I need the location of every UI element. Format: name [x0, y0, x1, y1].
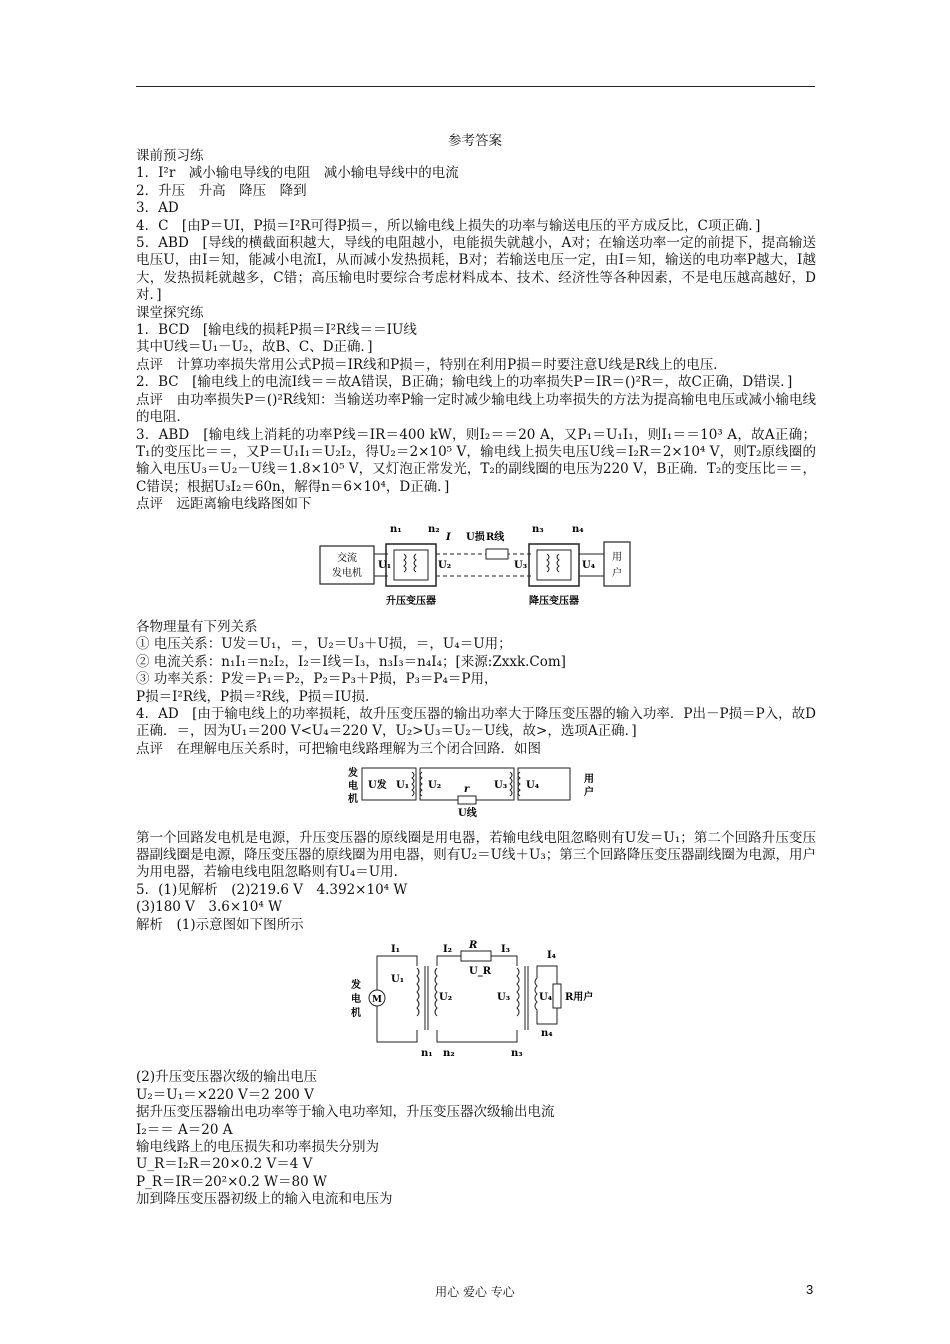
label-u3: U₃ — [514, 559, 528, 571]
fig2-u2: U₂ — [428, 780, 442, 792]
three-loop-diagram — [346, 762, 606, 820]
text-line: 3．AD — [136, 200, 179, 217]
header-rule — [136, 86, 815, 87]
text-line: 加到降压变压器初级上的输入电流和电压为 — [136, 1191, 393, 1208]
fig3-u2: U₂ — [439, 992, 453, 1004]
page-footer: 用心 爱心 专心 — [435, 1285, 515, 1299]
figure-circuit-diagram — [136, 938, 816, 1065]
text-line: 课堂探究练 — [136, 304, 204, 321]
text-block-1 — [136, 148, 816, 514]
text-line: 据升压变压器输出电功率等于输入电功率知，升压变压器次级输出电流 — [136, 1104, 555, 1121]
fig2-r: r — [464, 784, 470, 796]
gen-char-1: 发 — [348, 768, 358, 780]
fig3-r: R — [469, 940, 478, 952]
label-n4: n₄ — [572, 523, 584, 535]
generator-label-2: 发电机 — [332, 567, 362, 579]
text-line: 解析 (1)示意图如下图所示 — [136, 916, 304, 933]
text-line: 2．升压 升高 降压 降到 — [136, 182, 307, 199]
text-line: (2)升压变压器次级的输出电压 — [136, 1069, 318, 1086]
text-line: 1．BCD [输电线的损耗P损＝I²R线＝＝IU线 — [136, 322, 417, 339]
text-line: P_R＝IR＝20²×0.2 W＝80 W — [136, 1173, 327, 1190]
text-line: 其中U线＝U₁－U₂，故B、C、D正确．] — [136, 339, 373, 356]
fig2-u-line: U线 — [458, 808, 477, 820]
text-line: 4．C [由P＝UI，P损＝I²R可得P损＝，所以输电线上损失的功率与输送电压的平方成反比，C项正确．] — [136, 217, 761, 234]
fig3-i2: I₂ — [443, 944, 453, 956]
text-line: 各物理量有下列关系 — [136, 618, 258, 635]
fig3-i4: I₄ — [547, 950, 557, 962]
fig3-gen-1: 发 — [351, 980, 361, 992]
fig3-ur: U_R — [469, 966, 492, 978]
text-line: 第一个回路发电机是电源，升压变压器的原线圈是用电器，若输电线电阻忽略则有U发＝U₁；第二个回路升压变压器副线圈是电源，降压变压器的原线圈为用电器，则有U₂＝U线＋U₃；第三个回路降压变压器副线圈为电源，用户为用电器，若输电线电阻忽略则有U₄＝U用. — [136, 829, 816, 881]
text-block-3 — [136, 830, 816, 934]
label-n1: n₁ — [390, 523, 402, 535]
figure-long-distance-transmission — [136, 518, 816, 615]
label-r-line: R线 — [486, 531, 505, 543]
text-line: U_R＝I₂R＝20×0.2 V＝4 V — [136, 1156, 313, 1173]
text-line: P损＝I²R线，P损＝²R线，P损＝IU损. — [136, 688, 370, 705]
transmission-diagram — [316, 518, 636, 610]
text-line: 1．I²r 减小输电导线的电阻 减小输电导线中的电流 — [136, 165, 459, 182]
label-i: I — [446, 531, 451, 543]
fig3-r-user: R用户 — [565, 992, 594, 1004]
page-number: 3 — [806, 1282, 814, 1297]
text-line: 点评 远距离输电线路图如下 — [136, 496, 312, 513]
figure-three-loops — [136, 762, 816, 825]
fig2-u4: U₄ — [526, 780, 540, 792]
text-line: 5．(1)见解析 (2)219.6 V 4.392×10⁴ W — [136, 881, 408, 898]
text-line: ② 电流关系：n₁I₁＝n₂I₂，I₂＝I线＝I₃，n₃I₃＝n₄I₄；[来源:Zxxk.Com] — [136, 653, 566, 670]
fig3-u3: U₃ — [497, 992, 511, 1004]
fig3-n2: n₂ — [443, 1048, 455, 1060]
fig2-user-2: 户 — [584, 787, 594, 799]
text-line: ① 电压关系：U发＝U₁，＝，U₂＝U₃＋U损，＝，U₄＝U用； — [136, 636, 512, 653]
fig3-i1: I₁ — [391, 944, 401, 956]
label-n3: n₃ — [532, 523, 544, 535]
text-line: 输电线路上的电压损失和功率损失分别为 — [136, 1139, 379, 1156]
text-line: (3)180 V 3.6×10⁴ W — [136, 899, 282, 916]
gen-char-3: 机 — [348, 794, 358, 806]
fig3-u1: U₁ — [391, 974, 405, 986]
circuit-diagram — [351, 938, 601, 1060]
label-u-loss: U损 — [466, 531, 485, 543]
text-line: 课前预习练 — [136, 148, 204, 164]
fig3-n1: n₁ — [421, 1048, 433, 1060]
motor-label: M — [372, 995, 382, 1006]
fig3-n3: n₃ — [511, 1048, 523, 1060]
section-title: 参考答案 — [448, 133, 502, 149]
label-u1: U₁ — [378, 559, 392, 571]
text-line: 点评 由功率损失P＝()²R线知：当输送功率P输一定时减少输电线上功率损失的方法为提高输电电压或减小输电线的电阻． — [136, 391, 816, 426]
label-u4: U₄ — [582, 559, 596, 571]
user-label-2: 户 — [612, 567, 622, 579]
gen-char-2: 电 — [348, 781, 358, 793]
text-block-4 — [136, 1069, 816, 1208]
text-line: 4．AD [由于输电线上的功率损耗，故升压变压器的输出功率大于降压变压器的输入功率．P出－P损＝P入，故D正确．＝，因为U₁＝200 V<U₄＝220 V，U₂>U₃＝U₂－U线，故>，选项A正确．] — [136, 705, 817, 740]
user-label-1: 用 — [612, 551, 622, 563]
fig3-gen-3: 机 — [351, 1008, 361, 1020]
text-block-2 — [136, 619, 816, 758]
fig2-user-1: 用 — [584, 774, 594, 786]
label-u-fa: U发 — [368, 780, 387, 792]
label-n2: n₂ — [428, 523, 440, 535]
text-line: U₂＝U₁＝×220 V＝2 200 V — [136, 1086, 314, 1103]
fig2-u1: U₁ — [396, 780, 410, 792]
fig2-u3: U₃ — [494, 780, 508, 792]
answer-content — [136, 148, 816, 1209]
text-line: 点评 在理解电压关系时，可把输电线路理解为三个闭合回路．如图 — [136, 740, 541, 757]
fig3-u4: U₄ — [539, 992, 553, 1004]
fig3-gen-2: 电 — [351, 994, 361, 1006]
generator-label-1: 交流 — [337, 552, 357, 564]
text-line: 5．ABD [导线的横截面积越大，导线的电阻越小，电能损失就越小，A对；在输送功率一定的前提下，提高输送电压U，由I＝知，能减小电流I，从而减小发热损耗，B对；若输送电压一定，由I＝知，输送的电功率P越大，I越大，发热损耗就越多，C错；高压输电时要综合考虑材料成本、技术、经济性等各种因素，不是电压越高越好，D对．] — [136, 235, 816, 304]
step-down-label: 降压变压器 — [529, 595, 579, 607]
step-up-label: 升压变压器 — [386, 595, 436, 607]
fig3-i3: I₃ — [501, 944, 511, 956]
text-line: 点评 计算功率损失常用公式P损＝IR线和P损＝，特别在利用P损＝时要注意U线是R线上的电压． — [136, 356, 727, 373]
text-line: 3．ABD [输电线上消耗的功率P线＝IR＝400 kW，则I₂＝＝20 A，又P₁＝U₁I₁，则I₁＝＝10³ A，故A正确；T₁的变压比＝＝，又P＝U₁I₁＝U₂I₂，得U₂＝2×10⁵ V，输电线上损失电压U线＝I₂R＝2×10⁴ V，则T₂原线圈的输入电压U₃＝U₂－U线＝1.8×10⁵ V，又灯泡正常发光，T₂的副线圈的电压为220 V，B正确．T₂的变压比＝＝，C错误；根据U₃I₂＝60n，解得n＝6×10⁴，D正确．] — [136, 426, 816, 495]
label-u2: U₂ — [438, 559, 452, 571]
text-line: I₂＝＝ A＝20 A — [136, 1121, 233, 1138]
text-line: 2．BC [输电线上的电流I线＝＝故A错误，B正确；输电线上的功率损失P＝IR＝()²R＝，故C正确，D错误．] — [136, 374, 793, 391]
fig3-n4: n₄ — [541, 1028, 553, 1040]
text-line: ③ 功率关系：P发＝P₁＝P₂，P₂＝P₃＋P损，P₃＝P₄＝P用， — [136, 671, 498, 688]
